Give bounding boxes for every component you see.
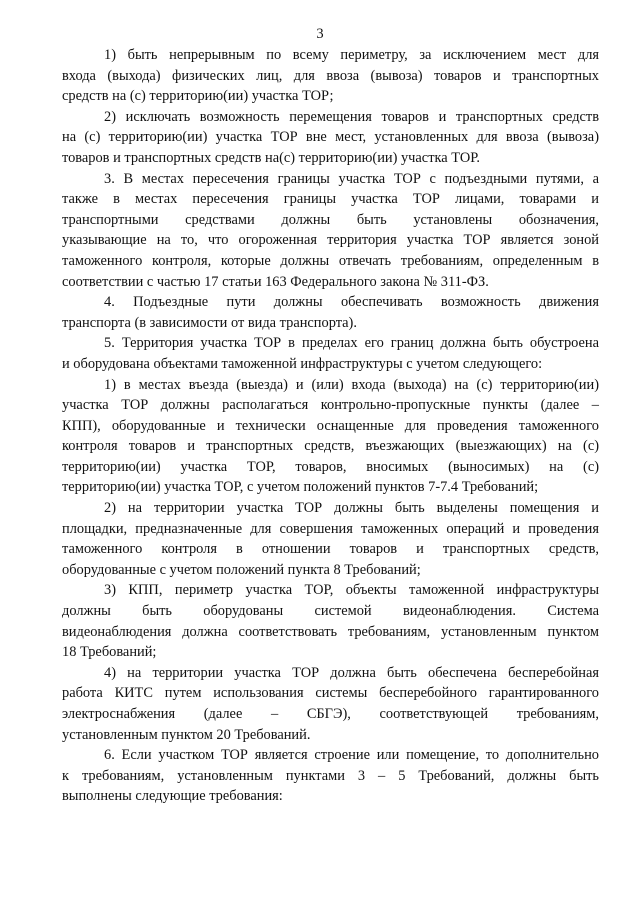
paragraph-line: электроснабжения (далее – СБГЭ), соответствующей требованиям, [62,706,599,722]
paragraph-5-2 [62,498,599,580]
paragraph-line: 4) на территории участка ТОР должна быть обеспечена бесперебойная [104,664,599,681]
document-body [62,45,599,807]
paragraph-line: контроля товаров и транспортных средств, въезжающих (выезжающих) на (с) [62,438,599,455]
paragraph-line: 3) КПП, периметр участка ТОР, объекты таможенной инфраструктуры [104,582,599,599]
paragraph-3 [62,169,599,293]
paragraph-4 [62,292,599,333]
paragraph-6 [62,745,599,807]
paragraph-line: на (с) территорию(ии) участка ТОР вне мест, установленных для ввоза (вывоза) [62,129,599,146]
paragraph-line: средств на (с) территорию(ии) участка ТОР; [62,88,334,105]
paragraph-line: видеонаблюдения должна соответствовать требованиям, установленным пунктом [62,623,599,640]
paragraph-line: 2) на территории участка ТОР должны быть выделены помещения и [104,500,599,517]
paragraph-line: также в местах пересечения границы участка ТОР лицами, товарами и [62,191,599,208]
paragraph-line: 1) в местах въезда (выезда) и (или) входа (выхода) на (с) территорию(ии) [104,376,599,393]
paragraph-line: к требованиям, установленным пунктами 3 – 5 Требований, должны быть [62,767,599,784]
paragraph-5-1 [62,375,599,499]
paragraph-line: должны быть оборудованы системой видеонаблюдения. Система [62,603,599,620]
paragraph-line: участка ТОР должны располагаться контрольно-пропускные пункты (далее – [62,397,599,414]
paragraph-line: оборудованные с учетом положений пункта 8 Требований; [62,561,421,578]
paragraph-line: 18 Требований; [62,644,157,661]
paragraph-line: 2) исключать возможность перемещения товаров и транспортных средств [104,108,599,125]
paragraph-line: входа (выхода) физических лиц, для ввоза (вывоза) товаров и транспортных [62,67,599,84]
paragraph-line: площадки, предназначенные для совершения таможенных операций и проведения [62,520,599,537]
paragraph-line: 3. В местах пересечения границы участка ТОР с подъездными путями, а [104,170,599,187]
paragraph-1-2 [62,107,599,169]
paragraph-line: товаров и транспортных средств на(с) территорию(ии) участка ТОР. [62,149,481,166]
paragraph-1-1 [62,45,599,107]
paragraph-line: территорию(ии) участка ТОР, товаров, вносимых (выносимых) на (с) [62,458,599,475]
paragraph-5-3 [62,580,599,662]
paragraph-line: таможенного контроля, которые должны отвечать требованиям, определенным в [62,252,599,269]
paragraph-line: транспортными средствами должны быть установлены обозначения, [62,211,599,228]
page-number: 3 [316,26,324,42]
paragraph-line: и оборудована объектами таможенной инфраструктуры с учетом следующего: [62,355,543,372]
paragraph-5 [62,333,599,374]
paragraph-line: 6. Если участком ТОР является строение или помещение, то дополнительно [104,747,599,764]
paragraph-line: 4. Подъездные пути должны обеспечивать возможность движения [104,294,599,311]
paragraph-line: соответствии с частью 17 статьи 163 Федерального закона № 311-ФЗ. [62,273,489,290]
paragraph-line: указывающие на то, что огороженная территория участка ТОР является зоной [62,232,599,249]
paragraph-line: работа КИТС путем использования системы бесперебойного гарантированного [62,685,599,702]
paragraph-5-4 [62,663,599,745]
paragraph-line: территорию(ии) участка ТОР, с учетом положений пунктов 7-7.4 Требований; [62,479,539,496]
paragraph-line: 5. Территория участка ТОР в пределах его границ должна быть обустроена [104,335,599,352]
paragraph-line: 1) быть непрерывным по всему периметру, за исключением мест для [104,47,599,63]
paragraph-line: установленным пунктом 20 Требований. [62,726,311,743]
paragraph-line: транспорта (в зависимости от вида транспорта). [62,314,357,331]
paragraph-line: выполнены следующие требования: [62,788,283,805]
paragraph-line: таможенного контроля в отношении товаров и транспортных средств, [62,541,599,558]
paragraph-line: КПП), оборудованные и технически оснащенные для проведения таможенного [62,417,599,434]
